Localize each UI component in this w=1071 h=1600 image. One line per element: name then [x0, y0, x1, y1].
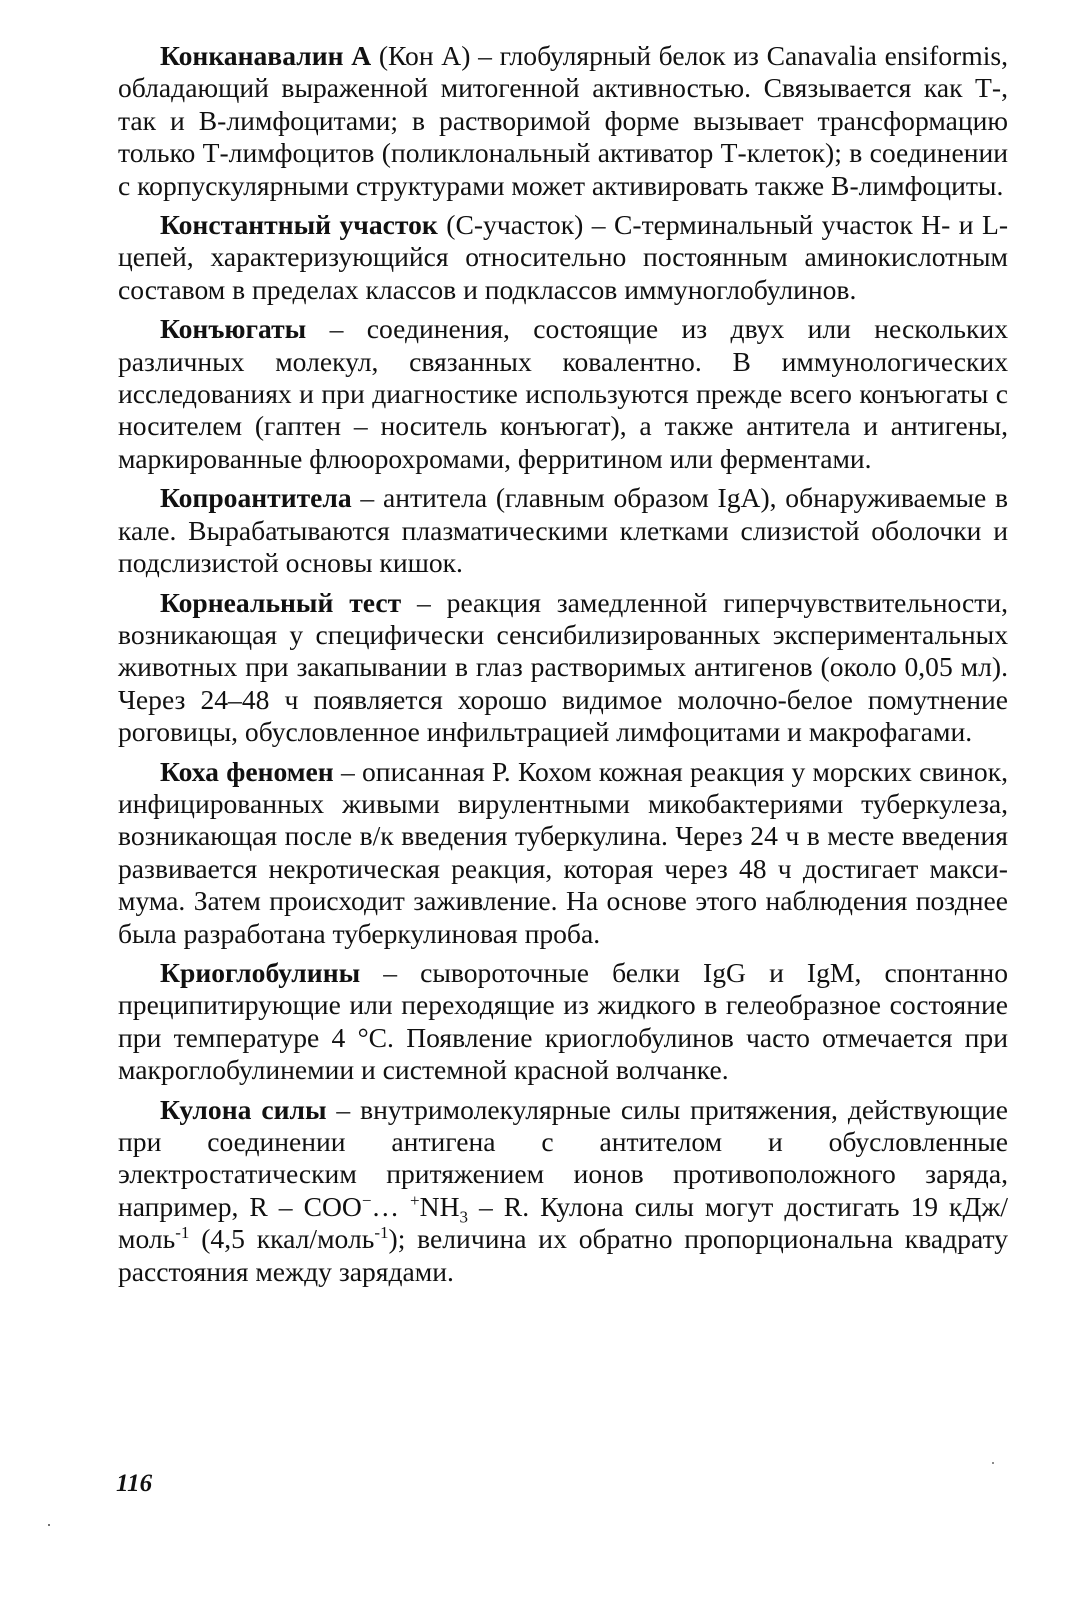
entry-term: Конъюгаты	[160, 313, 307, 345]
entry-definition: (С-участок) – С-терминальный участок Н- и L-цепей, характеризующийся относительно постоянным аминокислотным составом в пределах классов и подклассов иммуноглобулинов.	[118, 209, 1009, 305]
scan-speck	[992, 1462, 994, 1464]
entry-coulomb-forces	[118, 1094, 1008, 1288]
entry-koch-phenomenon	[118, 756, 1008, 950]
entry-term: Константный участок	[160, 209, 438, 241]
entry-definition: (Кон А) – глобулярный белок из Canavalia ensiformis, обладающий выраженной митогенной активностью. Связывается как Т-, так и В-лимфоцитами; в растворимой форме вызывает трансформацию только Т-лимфоцитов (поликлональный активатор Т-клеток); в соединении с корпускулярными структурами может активировать также В-лимфоциты.	[118, 40, 1008, 201]
entry-term: Коха феномен	[160, 755, 334, 787]
entry-constant-region	[118, 209, 1008, 306]
entry-definition: – соединения, состоящие из двух или нескольких различных молекул, связанных ковалентно. В иммунологических исследованиях и при диагностике используются прежде всего конъюгаты с носителем (гаптен – носитель конъюгат), а также антитела и антигены, маркированные флюорохромами, ферритином или ферментами.	[118, 313, 1008, 474]
superscript-minus-one: -1	[175, 1223, 190, 1243]
entry-definition-part: – внутримолекулярные силы притяжения, действующие при соединении антигена с антителом и обусловленные электростатическим притяжением ионов противоположного заряда, например, R – COO	[118, 1093, 1008, 1222]
entry-term: Конканавалин А	[160, 40, 372, 71]
entry-definition-part: (4,5 ккал/моль	[189, 1223, 375, 1255]
scan-speck	[48, 1524, 50, 1526]
entry-conjugates	[118, 313, 1008, 475]
entry-definition-part: – R. Кулона силы могут достигать 19 кДж/моль	[118, 1190, 1008, 1255]
entry-cryoglobulins	[118, 957, 1008, 1087]
entry-term: Копроантитела	[160, 482, 352, 514]
entry-coproantibodies	[118, 482, 1008, 579]
superscript-minus: −	[361, 1190, 372, 1210]
entry-definition-part: ); величина их обратно пропорциональна квадрату расстояния между зарядами.	[118, 1223, 1008, 1287]
entry-term: Корнеальный тест	[160, 586, 402, 618]
page-number: 116	[116, 1470, 153, 1497]
entry-definition-part: …	[371, 1190, 411, 1222]
entry-term: Криоглобулины	[160, 956, 361, 988]
entry-definition: – описанная Р. Кохом кожная реакция у морских свинок, инфицированных живыми вирулентными микобактериями туберкулеза, возникающая после в/к введения туберкулина. Через 24 ч в месте введения развивается некротическая реакция, которая через 48 ч достигает максимума. Затем происходит заживление. На основе этого наблюдения позднее была разработана туберкулиновая проба.	[118, 755, 1008, 949]
superscript-minus-one: -1	[374, 1223, 389, 1243]
entry-definition: – сывороточные белки IgG и IgM, спонтанно преципитирующие или переходящие из жидкого в гелеобразное состояние при температуре 4 °С. Появление криоглобулинов часто отмечается при макроглобулинемии и системной красной волчанке.	[118, 956, 1008, 1086]
entry-definition: – реакция замедленной гиперчувствительности, возникающая у специфически сенсибилизированных экспериментальных животных при закапывании в глаз растворимых антигенов (около 0,05 мл). Через 24–48 ч появляется хорошо видимое молочно-белое помутнение роговицы, обусловленное инфильтрацией лимфоцитами и макрофагами.	[118, 586, 1008, 748]
superscript-plus: +	[410, 1190, 420, 1210]
entry-definition-part: NH	[419, 1190, 460, 1222]
entry-term: Кулона силы	[160, 1093, 327, 1125]
entry-corneal-test	[118, 587, 1008, 749]
entry-definition: – антитела (главным образом IgA), обнаруживаемые в кале. Вырабатываются плазматическими клетками слизистой оболочки и подслизистой основы кишок.	[118, 482, 1008, 579]
entry-concanavalin	[118, 40, 1008, 202]
glossary-text	[118, 40, 1008, 1295]
subscript-three: 3	[459, 1207, 468, 1227]
